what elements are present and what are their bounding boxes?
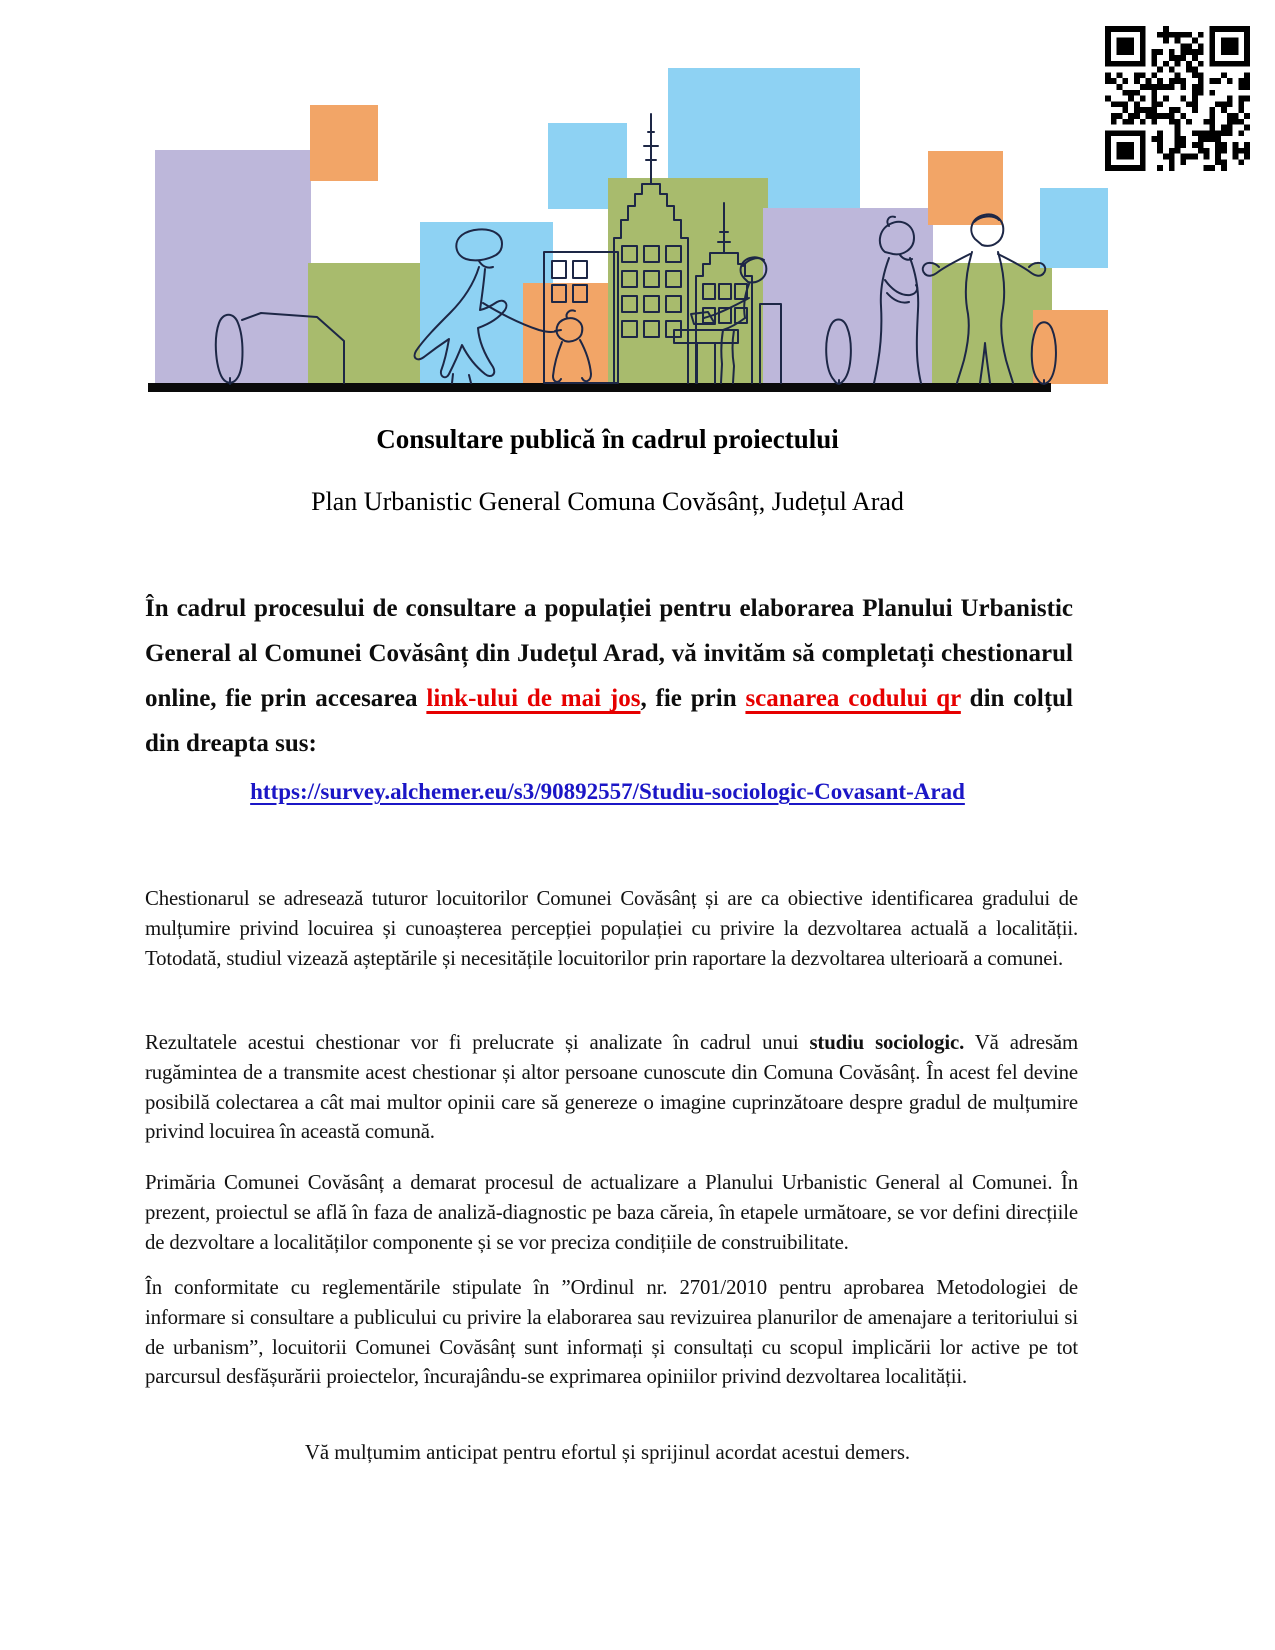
survey-link[interactable]: https://survey.alchemer.eu/s3/90892557/Studiu-sociologic-Covasant-Arad xyxy=(250,779,965,804)
page-title: Consultare publică în cadrul proiectului xyxy=(376,424,839,454)
qr-code xyxy=(1105,26,1250,171)
paragraph-legal: În conformitate cu reglementările stipulate în ”Ordinul nr. 2701/2010 pentru aprobarea Metodologiei de informare si consultare a publicului cu privire la elaborarea sau revizuirea planurilor de amenajare a teritoriului si de urbanism”, locuitorii Comunei Covăsânț sunt informați și consultați cu scopul implicării lor active pe tot parcursul desfășurării proiectelor, încurajându-se exprimarea opiniilor privind dezvoltarea localității. xyxy=(145,1276,1078,1389)
ground-line xyxy=(148,383,1051,392)
inline-qr-reference[interactable]: scanarea codului qr xyxy=(745,685,961,712)
results-text-after: Vă adresăm rugămintea de a transmite acest chestionar și altor persoane cunoscute din Comuna Covăsânț. În acest fel devine posibilă colectarea a cât mai multor opinii care să genereze o imagine cuprinzătoare despre gradul de mulțumire privind locuirea în această comună. xyxy=(145,1031,1078,1144)
intro-paragraph xyxy=(145,586,1073,766)
results-text-before: Rezultatele acestui chestionar vor fi prelucrate și analizate în cadrul unui xyxy=(145,1031,810,1054)
paragraph-results xyxy=(145,1028,1078,1147)
results-bold-phrase: studiu sociologic. xyxy=(809,1031,965,1054)
paragraph-process: Primăria Comunei Covăsânț a demarat procesul de actualizare a Planului Urbanistic General al Comunei. În prezent, proiectul se află în faza de analiză-diagnostic pe baza căreia, în etapele următoare, se vor defini direcțiile de dezvoltare a localităților componente și se vor preciza condițiile de construibilitate. xyxy=(145,1171,1078,1254)
page-subtitle: Plan Urbanistic General Comuna Covăsânț, Județul Arad xyxy=(311,487,904,516)
intro-text-before: În cadrul procesului de consultare a populației pentru elaborarea Planului Urbanistic General al Comunei Covăsânț din Județul Arad, vă invităm să completați chestionarul online, fie prin accesarea xyxy=(145,595,1073,712)
qr-code-pattern xyxy=(1105,26,1250,171)
closing-line: Vă mulțumim anticipat pentru efortul și sprijinul acordat acestui demers. xyxy=(304,1441,911,1464)
header-illustration xyxy=(148,62,1108,392)
intro-text-between: , fie prin xyxy=(640,685,746,712)
paragraph-audience: Chestionarul se adresează tuturor locuitorilor Comunei Covăsânț și are ca obiective identificarea gradului de mulțumire privind locuirea și cunoașterea percepției populației cu privire la dezvoltarea actuală a localității. Totodată, studiul vizează așteptările și necesitățile locuitorilor prin raportare la dezvoltarea ulterioară a comunei. xyxy=(145,887,1078,970)
inline-link-reference[interactable]: link-ului de mai jos xyxy=(426,685,641,712)
survey-link-line xyxy=(145,779,1070,805)
city-illustration-svg xyxy=(148,62,1108,392)
intro-text-after: din colțul din dreapta sus: xyxy=(145,685,1073,757)
